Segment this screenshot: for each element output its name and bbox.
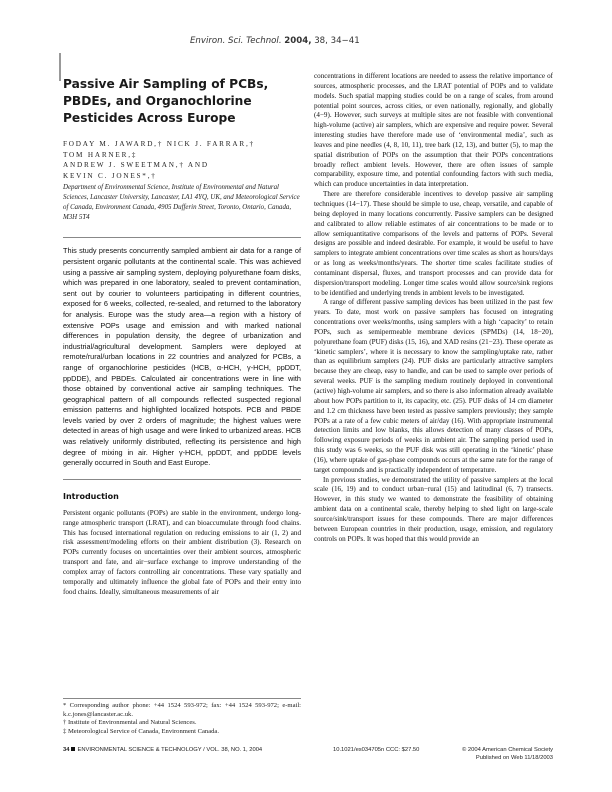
right-column [314, 72, 553, 545]
affiliation: Department of Environmental Science, Institute of Environmental and Natural Sciences, Lancaster University, Lancaster, LA1 4YQ, UK, and Meteorological Service of Canada, Environment Canada, 4905 Dufferin Street, Toronto, Ontario, Canada, M3H 5T4 [63, 184, 300, 222]
section-divider [63, 479, 301, 480]
abstract-divider [63, 237, 301, 238]
journal-abbrev: Environ. Sci. Technol. [190, 36, 282, 46]
paragraph: In previous studies, we demonstrated the utility of passive samplers at the local scale (16, 19) and to conduct urban−rural (15) and latitudinal (6, 7) transects. However, in this study we wanted to demonstrate the feasibility of obtaining ambient data on a continental scale, thereby helping to shed light on large-scale source/sink/transport issues for these compounds. There are major differences between European countries in their production, usage, emission, and regulatory controls on POPs. It was hoped that this would provide an [314, 475, 553, 543]
author-list [63, 139, 301, 181]
footnotes [63, 698, 301, 737]
paragraph: concentrations in different locations are needed to assess the relative importance of sources, atmospheric processes, and the LRAT potential of POPs and to validate models. Such spatial mapping studies could be on a range of scales, from around potential point sources, across cities, or even nationally, regionally, and globally (4−9). However, such surveys at multiple sites are not feasible with conventional high-volume (active) air samplers, which are expensive and require power. Several interesting studies have therefore made use of ‘environmental media’, such as leaves and pine needles (4, 8, 10, 11), tree bark (12, 13), and butter (5), to map the spatial distribution of POPs on the assumption that their POPs concentrations broadly reflect ambient levels. However, there are often issues of sample comparability, exposure time, and potential confounding factors with such media, which can produce uncertainties in data interpretation. [314, 72, 553, 189]
paragraph: A range of different passive sampling devices has been utilized in the past few years. To date, most work on passive samplers has focused on integrating concentrations over weeks/months, using samplers with a high ‘capacity’ to retain POPs, such as semipermeable membrane devices (SPMDs) (14, 18−20), polyurethane foam (PUF) disks (15, 16), and XAD resins (21−23). These operate as ‘kinetic samplers’, where it is necessary to know the sampling/uptake rate, rather than as equilibrium samplers (24). PUF disks are particularly attractive samplers because they are cheap, easy to handle, and can be used to sample over periods of several weeks. PUF is the sampling medium routinely deployed in conventional (active) high-volume air samplers, and so there is also information already available about how POPs partition to it, its capacity, etc. (25). PUF disks of 14 cm diameter and 1.2 cm thickness have been tested as passive samplers previously; they sample POPs at a rate of a few cubic meters of air/day (16). With appropriate instrumental detection limits and low blanks, this allows detection of many classes of POPs, following exposure periods of weeks in ambient air. The sampling period used in this study was 6 weeks, so the PUF disk was still operating in the ‘kinetic’ phase (16), where uptake of gas-phase compounds occurs at the same rate for the range of target compounds and is practically independent of temperature. [314, 298, 553, 474]
running-head [190, 36, 590, 46]
paragraph: There are therefore considerable incentives to develop passive air sampling techniques (14−17). These should be simple to use, cheap, versatile, and capable of being deployed in many locations concurrently. Passive samplers can be designed and calibrated to allow reliable estimates of air concentrations to be made or to allow semiquantitative comparisons of the levels and patterns of POPs. Several designs are possible and indeed desirable. For example, it would be useful to have samplers to integrate ambient concentrations over time scales as short as hours/days or as long as weeks/months/years. The shorter time scales facilitate studies of contaminant dispersal, fluxes, and transport processes and can provide data for dispersion/transport modeling. Longer time scales would allow source/sink regions to be identified and underlying trends in ambient levels to be investigated. [314, 190, 553, 297]
author-line: TOM HARNER,‡ [63, 150, 138, 159]
author-line: KEVIN C. JONES*,† [63, 171, 157, 180]
body-text [314, 72, 553, 545]
article-title: Passive Air Sampling of PCBs, PBDEs, and Organochlorine Pesticides Across Europe [63, 77, 269, 125]
footnote-corresponding: * Corresponding author phone: +44 1524 593-972; fax: +44 1524 593-972; e-mail: k.c.jones@lancaster.ac.uk. [63, 702, 301, 718]
copyright: © 2004 American Chemical Society [462, 747, 553, 753]
footnote-dagger: † Institute of Environmental and Natural Sciences. [63, 719, 197, 727]
introduction-body [63, 509, 301, 598]
journal-line: ENVIRONMENTAL SCIENCE & TECHNOLOGY / VOL. 38, NO. 1, 2004 [77, 747, 263, 753]
header-margin-rule [59, 53, 61, 81]
footer-right [441, 747, 553, 762]
author-line: ANDREW J. SWEETMAN,† AND [63, 161, 209, 170]
square-bullet-icon [71, 747, 75, 751]
volume-pages: 38, 34−41 [314, 36, 360, 46]
paragraph: Persistent organic pollutants (POPs) are stable in the environment, undergo long-range atmospheric transport (LRAT), and can bioaccumulate through food chains. This has focused international regulation on reducing emissions to air (1, 2) and risk assessment/modeling efforts on their ambient distribution (3). Research on POPs currently focuses on uncertainties over their ambient sources, atmospheric transport and fate, and air−surface exchange to improve understanding of the complex array of factors controlling air concentrations. These vary spatially and temporally and ultimately influence the global fate of POPs and their entry into food chains. Ideally, simultaneous measurements of air [63, 508, 301, 596]
published-date: Published on Web 11/18/2003 [475, 754, 553, 761]
journal-year: 2004, [284, 36, 312, 46]
footnote-ddagger: ‡ Meteorological Service of Canada, Environment Canada. [63, 728, 219, 736]
doi-price: 10.1021/es034705n CCC: $27.50 [333, 747, 420, 753]
abstract: This study presents concurrently sampled ambient air data for a range of persistent organic pollutants at the continental scale. This was achieved using a passive air sampling system, deploying polyurethane foam disks, which was prepared in one laboratory, sealed to prevent contamination, sent out by courier to volunteers participating in different countries, exposed for 6 weeks, collected, re-sealed, and returned to the laboratory for analysis. Europe was the study area—a region with a history of extensive POPs usage and emission and with marked national differences in population density, the degree of urbanization and industrial/agricultural development. Samplers were deployed at remote/rural/urban locations in 22 countries and analyzed for PCBs, a range of organochlorine pesticides (HCB, α-HCH, γ-HCH, ppDDT, ppDDE), and PBDEs. Calculated air concentrations were in line with those obtained by conventional active air sampling techniques. The geographical pattern of all compounds reflected suspected regional emission patterns and highlighted localized hotspots. PCB and PBDE levels varied by over 2 orders of magnitude; the highest values were detected in areas of high usage and were linked to urbanized areas. HCB was relatively uniformly distributed, reflecting its persistence and high degree of mixing in air. Higher γ-HCH, ppDDT, and ppDDE levels generally occurred in South and East Europe. [63, 246, 301, 468]
left-column [63, 72, 301, 597]
section-heading: Introduction [63, 491, 119, 501]
footer-left [63, 747, 303, 753]
page-number: 34 [63, 747, 70, 753]
author-line: FODAY M. JAWARD,† NICK J. FARRAR,† [63, 140, 255, 148]
